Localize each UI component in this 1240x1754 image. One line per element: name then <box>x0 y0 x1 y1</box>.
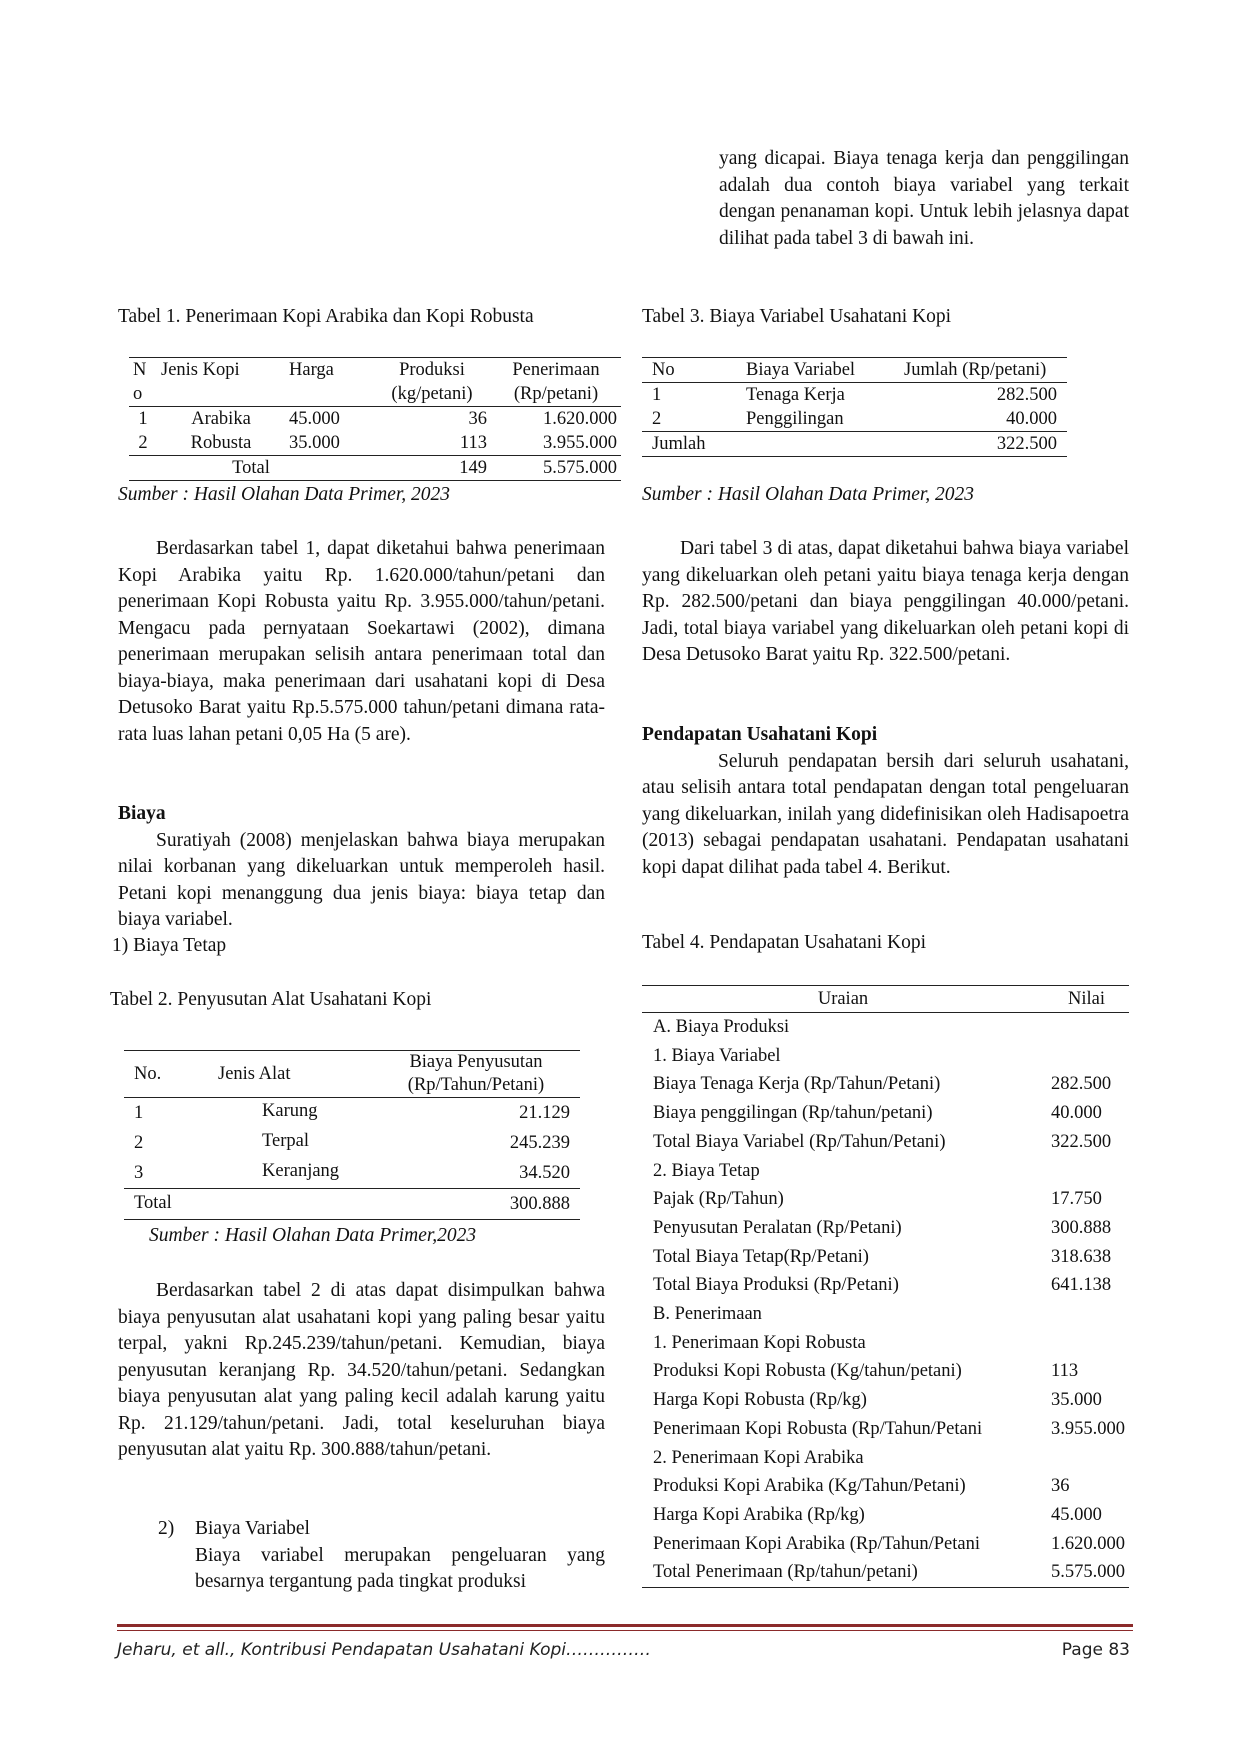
table-row <box>642 1386 1129 1415</box>
table3-cell-jumlah: 40.000 <box>1006 409 1057 429</box>
table4-cell-nilai: 45.000 <box>1051 1504 1102 1525</box>
table4-cell-nilai: 318.638 <box>1051 1246 1112 1267</box>
paragraph-tabel1 <box>118 536 605 748</box>
table-row <box>124 1098 580 1129</box>
table-row <box>642 1357 1129 1386</box>
table-row <box>642 1185 1129 1214</box>
table4-cell-uraian: Penyusutan Peralatan (Rp/Petani) <box>653 1217 902 1238</box>
table4-cell-nilai <box>1033 1157 1129 1186</box>
paragraph-tabel2-text: Berdasarkan tabel 2 di atas dapat disimpulkan bahwa biaya penyusutan alat usahatani kopi yang paling besar yaitu terpal, yakni Rp.245.239/tahun/petani. Kemudian, biaya penyusutan keranjang Rp. 34.520/tahun/petani. Sedangkan biaya penyusutan alat yang paling kecil adalah karung yaitu Rp. 21.129/tahun/petani. Jadi, total keseluruhan biaya penyusutan alat yaitu Rp. 300.888/tahun/petani. <box>118 1280 605 1460</box>
intro-text: yang dicapai. Biaya tenaga kerja dan penggilingan adalah dua contoh biaya variabel yang terkait dengan penanaman kopi. Untuk lebih jelasnya dapat dilihat pada tabel 3 di bawah ini. <box>719 148 1129 249</box>
table4-header-uraian: Uraian <box>817 989 869 1009</box>
footer-rule-thick <box>117 1624 1133 1627</box>
table3-cell-biaya: Penggilingan <box>746 409 844 429</box>
paragraph-tabel3 <box>642 536 1129 669</box>
table4-cell-nilai <box>1033 1300 1129 1329</box>
table4-cell-uraian: Biaya Tenaga Kerja (Rp/Tahun/Petani) <box>653 1074 941 1095</box>
table2-cell-biaya: 21.129 <box>519 1103 570 1123</box>
table1-total-penerimaan: 5.575.000 <box>543 458 617 478</box>
table4-cell-uraian: 2. Biaya Tetap <box>653 1160 760 1181</box>
table4-cell-nilai <box>1033 1013 1129 1042</box>
table4-cell-uraian: 1. Biaya Variabel <box>653 1045 781 1066</box>
table4 <box>642 985 1129 1588</box>
table4-cell-nilai: 3.955.000 <box>1051 1418 1125 1439</box>
table4-cell-nilai: 641.138 <box>1051 1275 1112 1296</box>
table2-header-biaya: Biaya Penyusutan (Rp/Tahun/Petani) <box>407 1052 545 1095</box>
table2-header-jenis: Jenis Alat <box>218 1064 291 1084</box>
table1-caption: Tabel 1. Penerimaan Kopi Arabika dan Kopi Robusta <box>118 306 534 327</box>
table-row <box>642 1042 1129 1071</box>
table2-cell-jenis: Terpal <box>262 1131 309 1151</box>
table3-caption: Tabel 3. Biaya Variabel Usahatani Kopi <box>642 306 952 327</box>
list-item-biaya-tetap: 1) Biaya Tetap <box>112 935 227 956</box>
table4-cell-uraian: B. Penerimaan <box>653 1304 762 1325</box>
table1-source: Sumber : Hasil Olahan Data Primer, 2023 <box>118 484 451 505</box>
list-item-biaya-variabel <box>195 1516 605 1596</box>
section-pendapatan <box>642 722 1129 881</box>
table-row <box>129 407 621 432</box>
table4-cell-nilai <box>1033 1042 1129 1071</box>
table4-cell-uraian: Produksi Kopi Robusta (Kg/tahun/petani) <box>653 1361 962 1382</box>
table4-cell-uraian: Total Penerimaan (Rp/tahun/petani) <box>653 1562 918 1583</box>
table3-header-jumlah: Jumlah (Rp/petani) <box>904 360 1047 380</box>
section-heading-biaya: Biaya <box>118 803 166 824</box>
table4-cell-nilai <box>1033 1444 1129 1473</box>
table-row <box>642 1013 1129 1042</box>
table-header-row <box>642 986 1129 1013</box>
table-row <box>124 1158 580 1189</box>
table4-header-nilai: Nilai <box>1068 989 1105 1009</box>
intro-paragraph-right <box>719 146 1129 252</box>
table1-header-harga: Harga <box>289 360 334 380</box>
paragraph-tabel2 <box>118 1278 605 1464</box>
table2-total-label: Total <box>134 1193 172 1213</box>
table1-cell-harga: 45.000 <box>289 409 340 429</box>
table-row <box>642 1530 1129 1559</box>
table-header-row <box>129 358 621 407</box>
table-header-row <box>124 1051 580 1098</box>
table4-caption: Tabel 4. Pendapatan Usahatani Kopi <box>642 932 927 953</box>
table3-total-row <box>642 432 1067 457</box>
table3 <box>642 357 1067 457</box>
table4-cell-uraian: Total Biaya Variabel (Rp/Tahun/Petani) <box>653 1131 946 1152</box>
table4-body <box>642 1013 1129 1588</box>
table1-cell-harga: 35.000 <box>289 433 340 453</box>
table-row <box>642 407 1067 432</box>
table1-header-produksi: Produksi (kg/petani) <box>391 360 473 404</box>
table4-cell-uraian: Pajak (Rp/Tahun) <box>653 1189 784 1210</box>
table-row <box>642 1444 1129 1473</box>
table-row <box>642 1214 1129 1243</box>
table2-cell-no: 2 <box>134 1133 144 1153</box>
table4-cell-nilai: 282.500 <box>1051 1074 1112 1095</box>
footer-rule-thin <box>117 1630 1133 1631</box>
table4-cell-uraian: Penerimaan Kopi Arabika (Rp/Tahun/Petani <box>653 1533 981 1554</box>
table1-cell-produksi: 113 <box>459 433 487 453</box>
table-row <box>642 1099 1129 1128</box>
table4-cell-uraian: Penerimaan Kopi Robusta (Rp/Tahun/Petani <box>653 1418 983 1439</box>
list-item-number-2: 2) <box>158 1518 175 1539</box>
list-item-title: Biaya Variabel <box>195 1518 310 1539</box>
table-row <box>642 1243 1129 1272</box>
table1-cell-penerimaan: 3.955.000 <box>543 433 617 453</box>
table1-total-produksi: 149 <box>459 458 487 478</box>
table-row <box>642 383 1067 408</box>
table2 <box>124 1050 580 1220</box>
table1-cell-no: 2 <box>138 433 148 453</box>
table2-source: Sumber : Hasil Olahan Data Primer,2023 <box>149 1225 477 1246</box>
table4-cell-nilai: 300.888 <box>1051 1217 1112 1238</box>
table4-cell-nilai: 1.620.000 <box>1051 1533 1125 1554</box>
table1-header-jenis: Jenis Kopi <box>161 360 240 380</box>
table2-cell-biaya: 34.520 <box>519 1163 570 1183</box>
biaya-text: Suratiyah (2008) menjelaskan bahwa biaya merupakan nilai korbanan yang dikeluarkan untuk memperoleh hasil. Petani kopi menanggung dua jenis biaya: biaya tetap dan biaya variabel. <box>118 829 605 930</box>
table2-cell-jenis: Keranjang <box>262 1161 340 1181</box>
table4-cell-uraian: Total Biaya Tetap(Rp/Petani) <box>653 1246 869 1267</box>
table4-cell-nilai: 36 <box>1051 1476 1070 1497</box>
pendapatan-text: Seluruh pendapatan bersih dari seluruh usahatani, atau selisih antara total pendapatan dengan total pengeluaran yang dikeluarkan, inilah yang didefinisikan oleh Hadisapoetra (2013) sebagai pendapatan usahatani. Pendapatan usahatani kopi dapat dilihat pada tabel 4. Berikut. <box>642 750 1129 878</box>
table4-cell-uraian: Harga Kopi Arabika (Rp/kg) <box>653 1504 865 1525</box>
table-row <box>642 1415 1129 1444</box>
table-row <box>642 1070 1129 1099</box>
table4-cell-nilai: 40.000 <box>1051 1103 1102 1124</box>
table2-cell-biaya: 245.239 <box>509 1133 570 1153</box>
table-row <box>642 1300 1129 1329</box>
table3-cell-biaya: Tenaga Kerja <box>746 385 845 405</box>
table-row <box>642 1128 1129 1157</box>
table-row <box>124 1128 580 1158</box>
table4-cell-uraian: Harga Kopi Robusta (Rp/kg) <box>653 1390 867 1411</box>
table4-cell-uraian: 2. Penerimaan Kopi Arabika <box>653 1447 864 1468</box>
table2-total-row <box>124 1189 580 1220</box>
table-row <box>642 1271 1129 1300</box>
section-biaya <box>118 801 605 934</box>
paragraph-tabel1-text: Berdasarkan tabel 1, dapat diketahui bahwa penerimaan Kopi Arabika yaitu Rp. 1.620.000/tahun/petani dan penerimaan Kopi Robusta yaitu Rp. 3.955.000/tahun/petani. Mengacu pada pernyataan Soekartawi (2002), dimana penerimaan merupakan selisih antara penerimaan total dan biaya-biaya, maka penerimaan dari usahatani kopi di Desa Detusoko Barat yaitu Rp.5.575.000 tahun/petani dimana rata-rata luas lahan petani 0,05 Ha (5 are). <box>118 538 605 745</box>
section-heading-pendapatan: Pendapatan Usahatani Kopi <box>642 724 878 745</box>
table1-cell-produksi: 36 <box>468 409 487 429</box>
table3-cell-no: 1 <box>652 385 662 405</box>
table2-cell-no: 1 <box>134 1103 144 1123</box>
page-number: Page 83 <box>1061 1640 1130 1660</box>
table-row <box>129 431 621 456</box>
list-item-text: Biaya variabel merupakan pengeluaran yang besarnya tergantung pada tingkat produksi <box>195 1544 605 1592</box>
table3-header-no: No <box>652 360 675 380</box>
table4-cell-nilai: 113 <box>1051 1361 1079 1382</box>
table4-cell-nilai <box>1033 1329 1129 1358</box>
table2-caption: Tabel 2. Penyusutan Alat Usahatani Kopi <box>110 989 432 1010</box>
table1-cell-no: 1 <box>138 409 148 429</box>
table1 <box>129 357 621 481</box>
table3-header-biaya: Biaya Variabel <box>746 360 856 380</box>
table4-cell-uraian: Biaya penggilingan (Rp/tahun/petani) <box>653 1103 933 1124</box>
table3-total-jumlah: 322.500 <box>996 434 1057 454</box>
table4-cell-nilai: 35.000 <box>1051 1390 1102 1411</box>
table4-cell-uraian: Produksi Kopi Arabika (Kg/Tahun/Petani) <box>653 1476 966 1497</box>
table4-cell-nilai: 17.750 <box>1051 1189 1102 1210</box>
table-row <box>642 1472 1129 1501</box>
table3-source: Sumber : Hasil Olahan Data Primer, 2023 <box>642 484 975 505</box>
table1-header-penerimaan: Penerimaan (Rp/petani) <box>512 360 600 404</box>
table-row <box>642 1157 1129 1186</box>
table1-cell-penerimaan: 1.620.000 <box>543 409 617 429</box>
table1-total-label: Total <box>232 458 270 478</box>
table1-total-row <box>129 456 621 481</box>
table2-cell-jenis: Karung <box>262 1101 318 1121</box>
table-row <box>642 1501 1129 1530</box>
table2-header-no: No. <box>134 1064 162 1084</box>
table3-total-label: Jumlah <box>652 434 706 454</box>
table4-cell-uraian: A. Biaya Produksi <box>653 1017 790 1037</box>
table4-cell-uraian: Total Biaya Produksi (Rp/Petani) <box>653 1275 899 1296</box>
table1-cell-jenis: Arabika <box>191 409 251 429</box>
table4-cell-nilai: 5.575.000 <box>1051 1562 1125 1583</box>
table-row <box>642 1329 1129 1358</box>
table-header-row <box>642 358 1067 383</box>
table-row <box>642 1558 1129 1587</box>
table4-cell-uraian: 1. Penerimaan Kopi Robusta <box>653 1332 866 1353</box>
table1-header-no: N o <box>133 360 147 404</box>
running-title: Jeharu, et all., Kontribusi Pendapatan Usahatani Kopi…………… <box>117 1640 651 1660</box>
table2-total-biaya: 300.888 <box>509 1194 570 1214</box>
table2-cell-no: 3 <box>134 1163 144 1183</box>
table4-cell-nilai: 322.500 <box>1051 1131 1112 1152</box>
table3-cell-jumlah: 282.500 <box>996 385 1057 405</box>
paragraph-tabel3-text: Dari tabel 3 di atas, dapat diketahui bahwa biaya variabel yang dikeluarkan oleh petani yaitu biaya tenaga kerja dengan Rp. 282.500/petani dan biaya penggilingan 40.000/petani. Jadi, total biaya variabel yang dikeluarkan oleh petani kopi di Desa Detusoko Barat yaitu Rp. 322.500/petani. <box>642 538 1129 665</box>
table1-cell-jenis: Robusta <box>190 433 252 453</box>
table3-cell-no: 2 <box>652 409 662 429</box>
